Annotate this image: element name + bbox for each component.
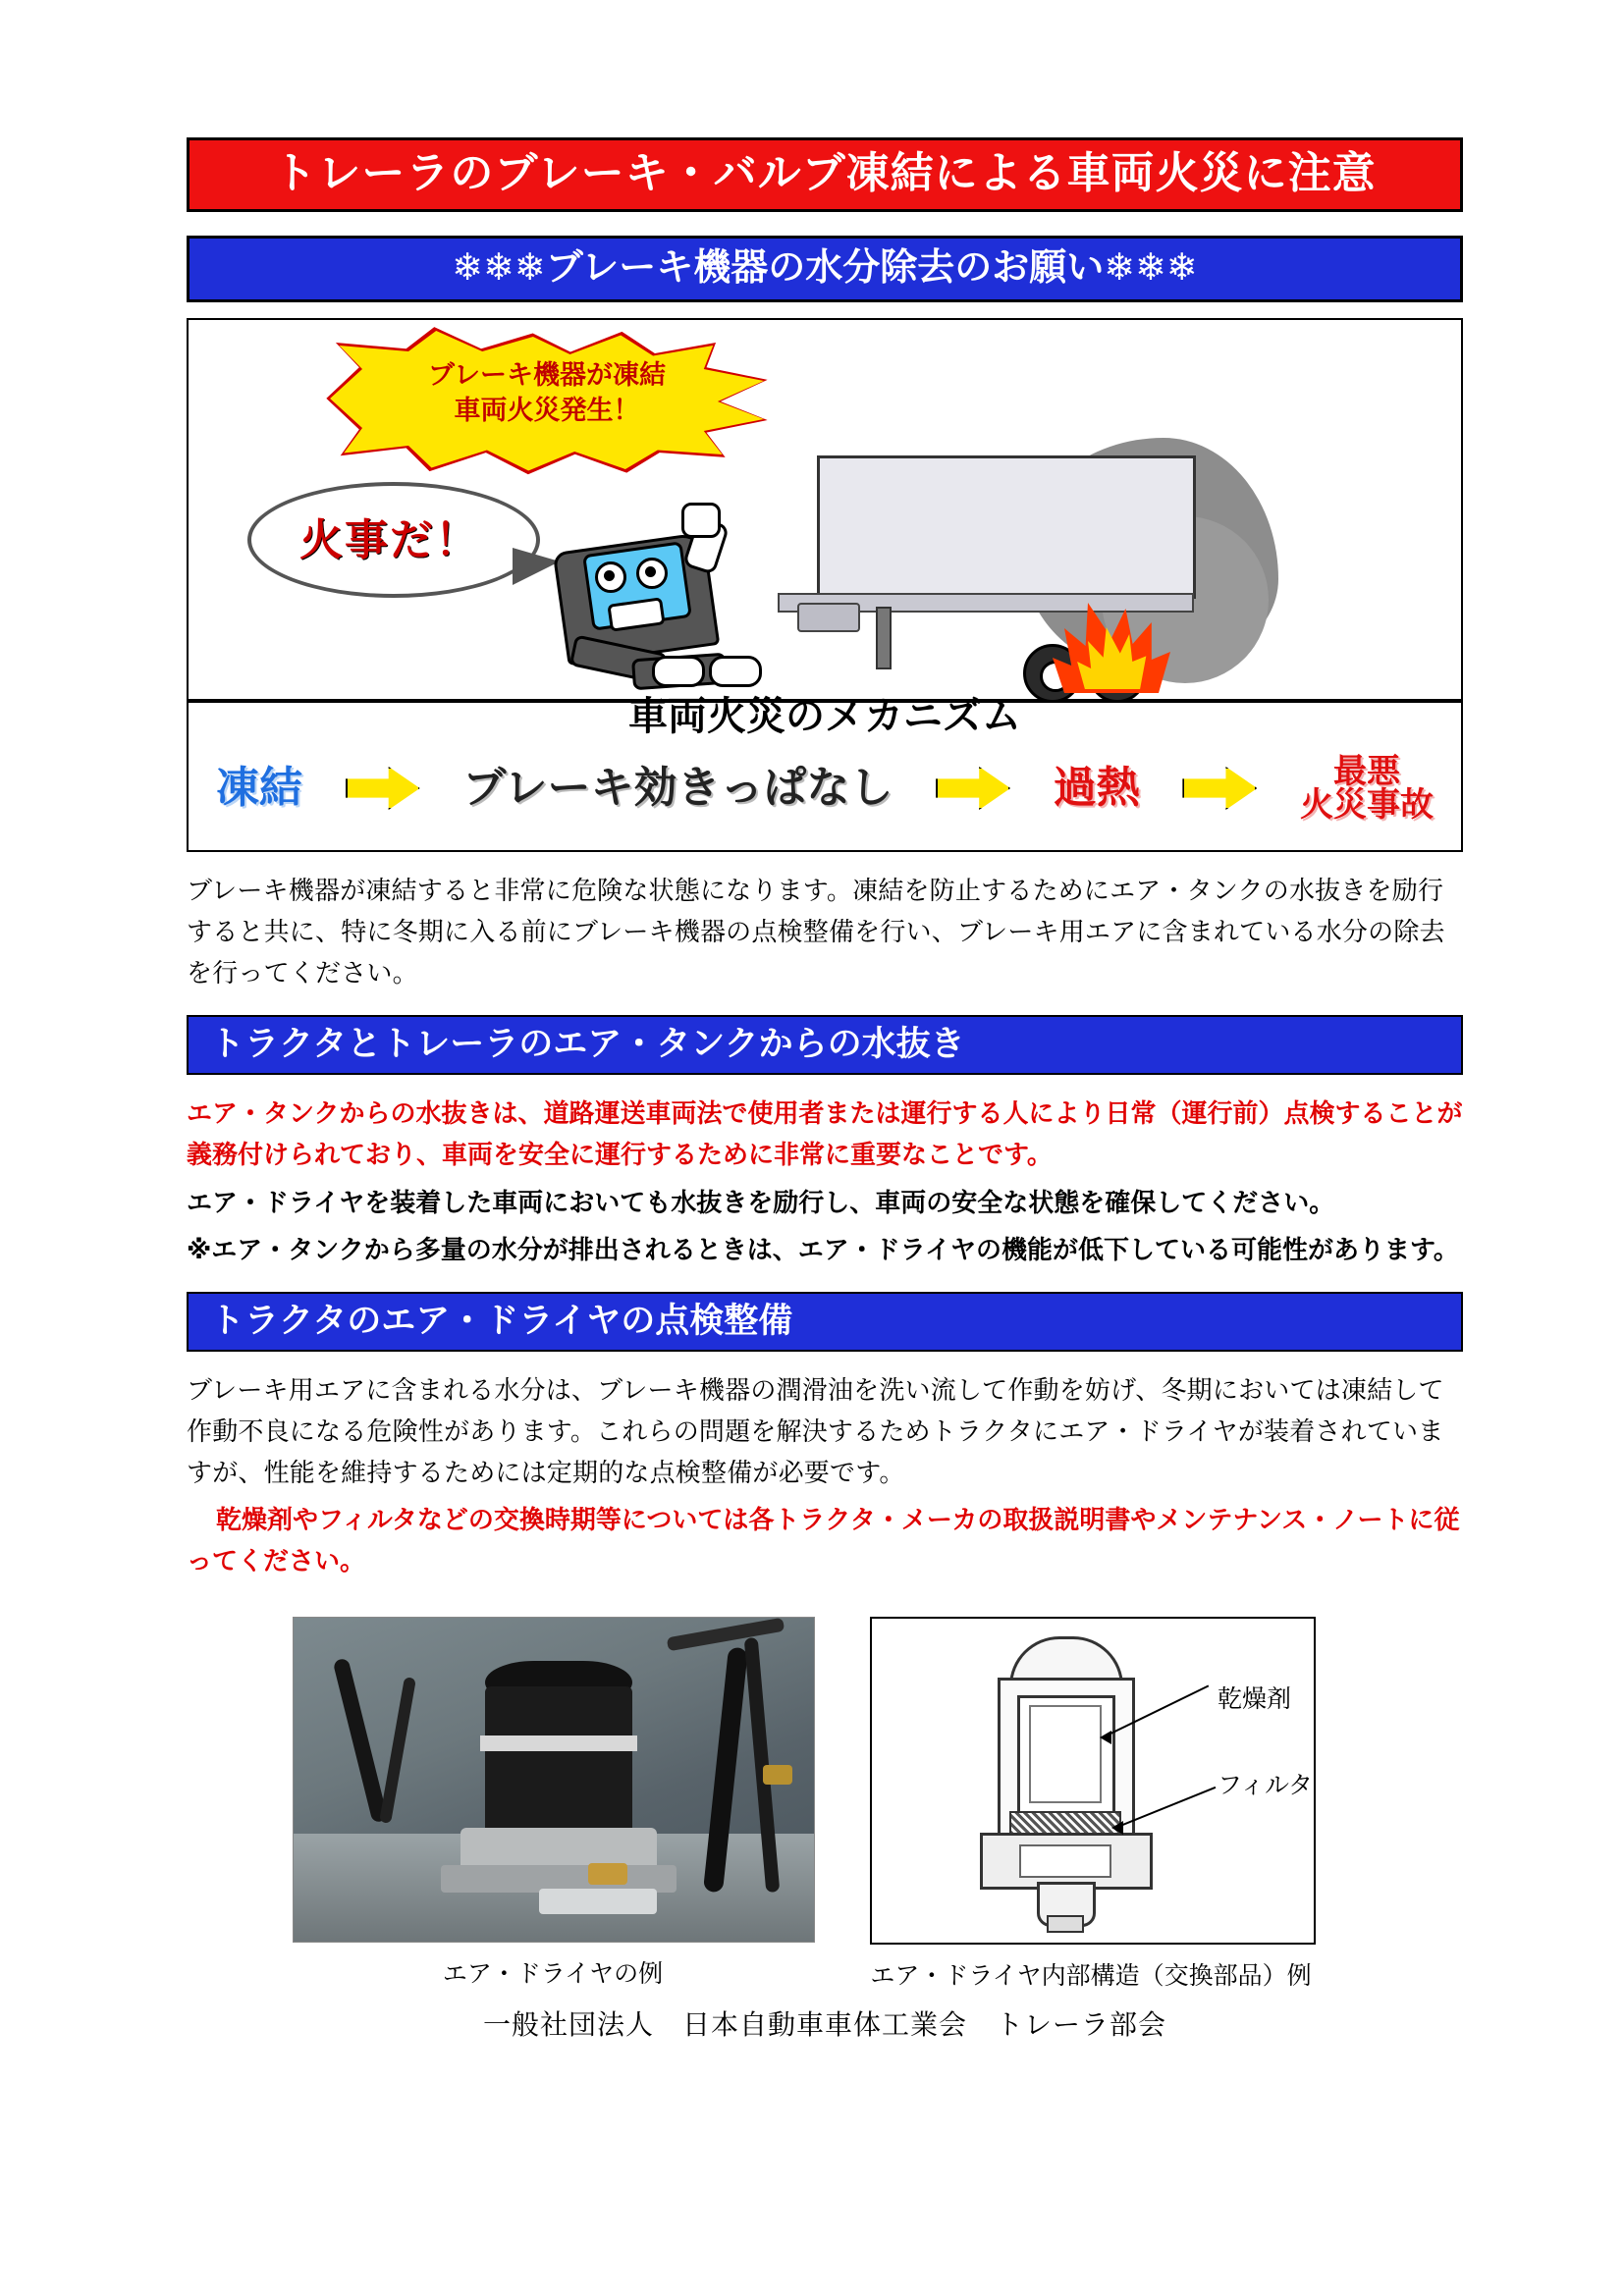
section1-paragraph-red: エア・タンクからの水抜きは、道路運送車両法で使用者または運行する人により日常（運行前）点検することが義務付けられており、車両を安全に運行するために非常に重要なことです。 (187, 1098, 1463, 1170)
page-title-red: トレーラのブレーキ・バルブ凍結による車両火災に注意 (187, 137, 1463, 212)
document-footer: 一般社団法人 日本自動車車体工業会 トレーラ部会 (482, 2009, 1166, 2041)
mechanism-flow (198, 744, 1451, 832)
flow-step-4-line-1: 最悪 (1333, 753, 1400, 790)
illustration-panel (187, 318, 1463, 852)
trailer-body (817, 455, 1196, 599)
section-heading-air-dryer-inspection: トラクタのエア・ドライヤの点検整備 (187, 1292, 1463, 1352)
diagram-label-filter: フィルタ (1218, 1772, 1314, 1800)
photo-caption: エア・ドライヤの例 (442, 1960, 664, 1989)
flow-step-4-line-2: 火災事故 (1300, 786, 1434, 824)
right-arrow-icon-2 (936, 767, 1010, 810)
page-title-blue: ❄❄❄ブレーキ機器の水分除去のお願い❄❄❄ (187, 236, 1463, 302)
air-dryer-diagram (870, 1617, 1316, 1945)
diagram-label-desiccant: 乾燥剤 (1218, 1685, 1292, 1714)
starburst-text (336, 357, 758, 429)
document-content (187, 137, 1463, 2043)
character-shoe-1 (652, 656, 705, 687)
figure-row (293, 1617, 1463, 1992)
intro-paragraph: ブレーキ機器が凍結すると非常に危険な状態になります。凍結を防止するためにエア・タンクの水抜きを励行すると共に、特に冬期に入る前にブレーキ機器の点検整備を行い、ブレーキ用エアに含まれている水分の除去を行ってください。 (187, 876, 1445, 988)
right-arrow-icon-1 (346, 767, 420, 810)
section-heading-water-drain: トラクタとトレーラのエア・タンクからの水抜き (187, 1015, 1463, 1075)
character-fist (681, 503, 721, 538)
leader-arrow-filter (1111, 1821, 1123, 1835)
figure-diagram (870, 1617, 1312, 1992)
character-eye-left (595, 561, 626, 593)
section2-paragraph-1: ブレーキ用エアに含まれる水分は、ブレーキ機器の潤滑油を洗い流して作動を妨げ、冬期においては凍結して作動不良になる危険性があります。これらの問題を解決するためトラクタにエア・ドライヤが装着されていますが、性能を維持するためには定期的な点検整備が必要です。 (187, 1374, 1444, 1487)
air-dryer-photo (293, 1617, 815, 1943)
character-eye-right (636, 558, 668, 589)
leader-arrow-desiccant (1100, 1731, 1111, 1744)
flow-step-4 (1300, 755, 1434, 822)
character-shoe-2 (709, 656, 762, 687)
section1-paragraph-bold-2: ※エア・タンクから多量の水分が排出されるときは、エア・ドライヤの機能が低下している可能性があります。 (187, 1234, 1459, 1264)
flow-step-3: 過熱 (1053, 764, 1140, 812)
trailer-kingpin (797, 603, 860, 632)
flow-step-2: ブレーキ効きっぱなし (462, 764, 893, 812)
flow-step-1: 凍結 (216, 764, 302, 812)
section1-paragraph-bold-1: エア・ドライヤを装着した車両においても水抜きを励行し、車両の安全な状態を確保してください。 (187, 1187, 1335, 1217)
mechanism-title: 車両火災のメカニズム (628, 695, 1021, 738)
diagram-caption: エア・ドライヤ内部構造（交換部品）例 (870, 1962, 1312, 1991)
figure-photo (293, 1617, 813, 1990)
starburst-line-2: 車両火災発生！ (454, 396, 640, 426)
tractor-character-icon (542, 507, 738, 683)
right-arrow-icon-3 (1182, 767, 1257, 810)
starburst-line-1: ブレーキ機器が凍結 (428, 360, 666, 390)
speech-bubble-text: 火事だ！ (299, 516, 480, 564)
trailer-landing-gear (876, 607, 892, 669)
section2-paragraph-red: 乾燥剤やフィルタなどの交換時期等については各トラクタ・メーカの取扱説明書やメンテナンス・ノートに従ってください。 (187, 1505, 1460, 1576)
